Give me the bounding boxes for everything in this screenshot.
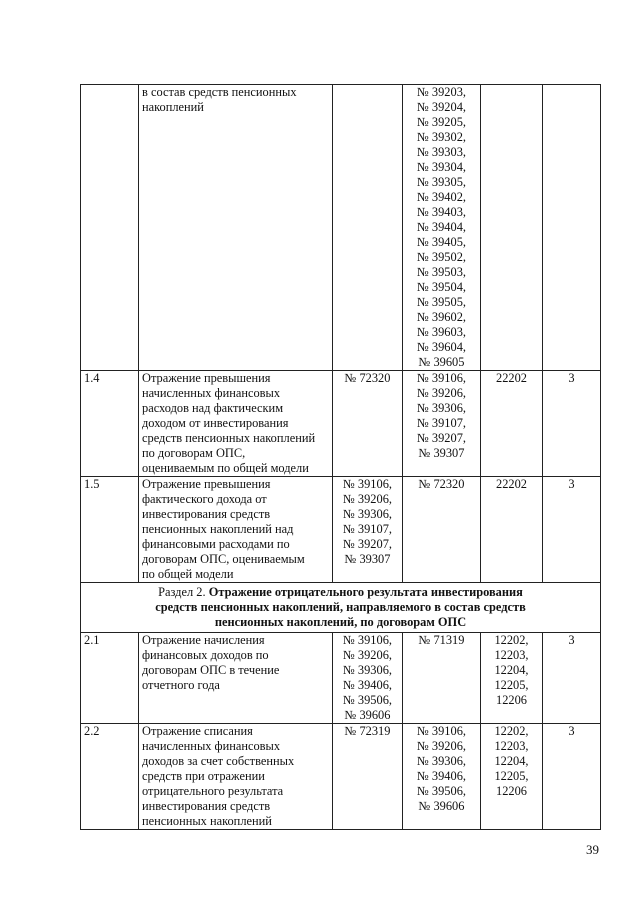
section-title-line-2: средств пенсионных накоплений, направляемого в состав средств — [155, 600, 526, 614]
description-line: расходов над фактическим — [142, 401, 284, 415]
description-line: финансовыми расходами по — [142, 537, 290, 551]
credit-accounts-line: № 39405, — [417, 235, 466, 249]
symbol-code-line: 22202 — [496, 477, 527, 491]
description-line: доходом от инвестирования — [142, 416, 289, 430]
credit-accounts-line: № 39302, — [417, 130, 466, 144]
symbol-code-cell — [481, 633, 543, 724]
description-line: Отражение начисления — [142, 633, 265, 647]
credit-accounts-line: № 39206, — [417, 386, 466, 400]
symbol-code-cell — [481, 724, 543, 830]
description-line: финансовых доходов по — [142, 648, 269, 662]
debit-accounts-cell — [333, 371, 403, 477]
description-line: накоплений — [142, 100, 204, 114]
credit-accounts-cell — [403, 371, 481, 477]
row-number-text: 2.2 — [84, 724, 100, 738]
table-row — [81, 477, 601, 583]
credit-accounts-line: № 39206, — [417, 739, 466, 753]
debit-accounts-line: № 39107, — [343, 522, 392, 536]
debit-accounts-line: № 39406, — [343, 678, 392, 692]
debit-accounts-cell — [333, 477, 403, 583]
description-line: по общей модели — [142, 567, 234, 581]
column-6-text: 3 — [568, 724, 575, 738]
credit-accounts-line: № 39603, — [417, 325, 466, 339]
row-number-cell — [81, 633, 139, 724]
debit-accounts-line: № 72319 — [344, 724, 391, 738]
description-line: пенсионных накоплений над — [142, 522, 294, 536]
section-title-line-1: Отражение отрицательного результата инвестирования — [208, 585, 523, 599]
credit-accounts-line: № 39106, — [417, 371, 466, 385]
symbol-code-line: 12202, — [494, 724, 529, 738]
column-6-text: 3 — [568, 371, 575, 385]
symbol-code-line: 12205, — [494, 678, 529, 692]
debit-accounts-line: № 39106, — [343, 633, 392, 647]
description-line: пенсионных накоплений — [142, 814, 272, 828]
description-line: начисленных финансовых — [142, 739, 281, 753]
credit-accounts-line: № 39305, — [417, 175, 466, 189]
description-line: отрицательного результата — [142, 784, 284, 798]
debit-accounts-cell — [333, 724, 403, 830]
column-6-text: 3 — [568, 633, 575, 647]
credit-accounts-line: № 39505, — [417, 295, 466, 309]
row-number-cell — [81, 477, 139, 583]
symbol-code-line: 12206 — [496, 784, 527, 798]
debit-accounts-line: № 39306, — [343, 507, 392, 521]
description-line: в состав средств пенсионных — [142, 85, 297, 99]
row-number-cell — [81, 85, 139, 371]
debit-accounts-line: № 39606 — [344, 708, 391, 722]
symbol-code-cell — [481, 371, 543, 477]
symbol-code-line: 12202, — [494, 633, 529, 647]
credit-accounts-line: № 39406, — [417, 769, 466, 783]
description-line: договорам ОПС, оцениваемым — [142, 552, 305, 566]
credit-accounts-line: № 39303, — [417, 145, 466, 159]
description-cell — [139, 477, 333, 583]
debit-accounts-line: № 39307 — [344, 552, 391, 566]
symbol-code-line: 12203, — [494, 739, 529, 753]
credit-accounts-line: № 39604, — [417, 340, 466, 354]
accounting-entries-table — [80, 84, 601, 830]
credit-accounts-line: № 39502, — [417, 250, 466, 264]
table-row — [81, 633, 601, 724]
credit-accounts-line: № 39307 — [418, 446, 465, 460]
credit-accounts-line: № 39207, — [417, 431, 466, 445]
credit-accounts-cell — [403, 724, 481, 830]
row-number-text: 1.4 — [84, 371, 100, 385]
debit-accounts-line: № 72320 — [344, 371, 391, 385]
credit-accounts-line: № 39402, — [417, 190, 466, 204]
debit-accounts-line: № 39306, — [343, 663, 392, 677]
description-line: оцениваемым по общей модели — [142, 461, 309, 475]
description-line: по договорам ОПС, — [142, 446, 246, 460]
credit-accounts-line: № 39304, — [417, 160, 466, 174]
description-line: Отражение списания — [142, 724, 253, 738]
credit-accounts-line: № 39403, — [417, 205, 466, 219]
description-line: средств при отражении — [142, 769, 265, 783]
credit-accounts-line: № 39606 — [418, 799, 465, 813]
symbol-code-line: 12206 — [496, 693, 527, 707]
symbol-code-line: 12204, — [494, 754, 529, 768]
column-6-cell — [543, 477, 601, 583]
credit-accounts-line: № 39602, — [417, 310, 466, 324]
description-line: Отражение превышения — [142, 371, 271, 385]
symbol-code-cell — [481, 85, 543, 371]
symbol-code-line: 12205, — [494, 769, 529, 783]
credit-accounts-cell — [403, 85, 481, 371]
row-number-text: 2.1 — [84, 633, 100, 647]
description-cell — [139, 724, 333, 830]
description-cell — [139, 85, 333, 371]
section-label: Раздел 2. — [158, 585, 206, 599]
credit-accounts-line: № 39106, — [417, 724, 466, 738]
credit-accounts-line: № 72320 — [418, 477, 465, 491]
credit-accounts-cell — [403, 633, 481, 724]
description-line: доходов за счет собственных — [142, 754, 295, 768]
column-6-cell — [543, 371, 601, 477]
debit-accounts-cell — [333, 633, 403, 724]
credit-accounts-line: № 39503, — [417, 265, 466, 279]
column-6-cell — [543, 724, 601, 830]
description-line: отчетного года — [142, 678, 220, 692]
section-header-row — [81, 583, 601, 633]
credit-accounts-line: № 39306, — [417, 401, 466, 415]
page-number: 39 — [586, 842, 599, 857]
description-line: начисленных финансовых — [142, 386, 281, 400]
table-row — [81, 371, 601, 477]
description-line: инвестирования средств — [142, 799, 271, 813]
row-number-text: 1.5 — [84, 477, 100, 491]
credit-accounts-line: № 39504, — [417, 280, 466, 294]
description-line: фактического дохода от — [142, 492, 267, 506]
debit-accounts-line: № 39106, — [343, 477, 392, 491]
column-6-text: 3 — [568, 477, 575, 491]
description-line: инвестирования средств — [142, 507, 271, 521]
table-row — [81, 724, 601, 830]
description-cell — [139, 633, 333, 724]
section-title-line-3: пенсионных накоплений, по договорам ОПС — [214, 615, 467, 629]
debit-accounts-line: № 39206, — [343, 492, 392, 506]
symbol-code-cell — [481, 477, 543, 583]
symbol-code-line: 22202 — [496, 371, 527, 385]
credit-accounts-cell — [403, 477, 481, 583]
row-number-cell — [81, 371, 139, 477]
credit-accounts-line: № 39107, — [417, 416, 466, 430]
debit-accounts-cell — [333, 85, 403, 371]
symbol-code-line: 12203, — [494, 648, 529, 662]
credit-accounts-line: № 39506, — [417, 784, 466, 798]
debit-accounts-line: № 39206, — [343, 648, 392, 662]
column-6-cell — [543, 85, 601, 371]
credit-accounts-line: № 39203, — [417, 85, 466, 99]
description-line: средств пенсионных накоплений — [142, 431, 316, 445]
column-6-cell — [543, 633, 601, 724]
credit-accounts-line: № 39404, — [417, 220, 466, 234]
section-header-cell — [81, 583, 601, 633]
row-number-cell — [81, 724, 139, 830]
credit-accounts-line: № 39204, — [417, 100, 466, 114]
credit-accounts-line: № 39605 — [418, 355, 465, 369]
credit-accounts-line: № 39205, — [417, 115, 466, 129]
symbol-code-line: 12204, — [494, 663, 529, 677]
debit-accounts-line: № 39207, — [343, 537, 392, 551]
table-row — [81, 85, 601, 371]
description-line: договорам ОПС в течение — [142, 663, 280, 677]
description-cell — [139, 371, 333, 477]
credit-accounts-line: № 71319 — [418, 633, 465, 647]
debit-accounts-line: № 39506, — [343, 693, 392, 707]
credit-accounts-line: № 39306, — [417, 754, 466, 768]
description-line: Отражение превышения — [142, 477, 271, 491]
